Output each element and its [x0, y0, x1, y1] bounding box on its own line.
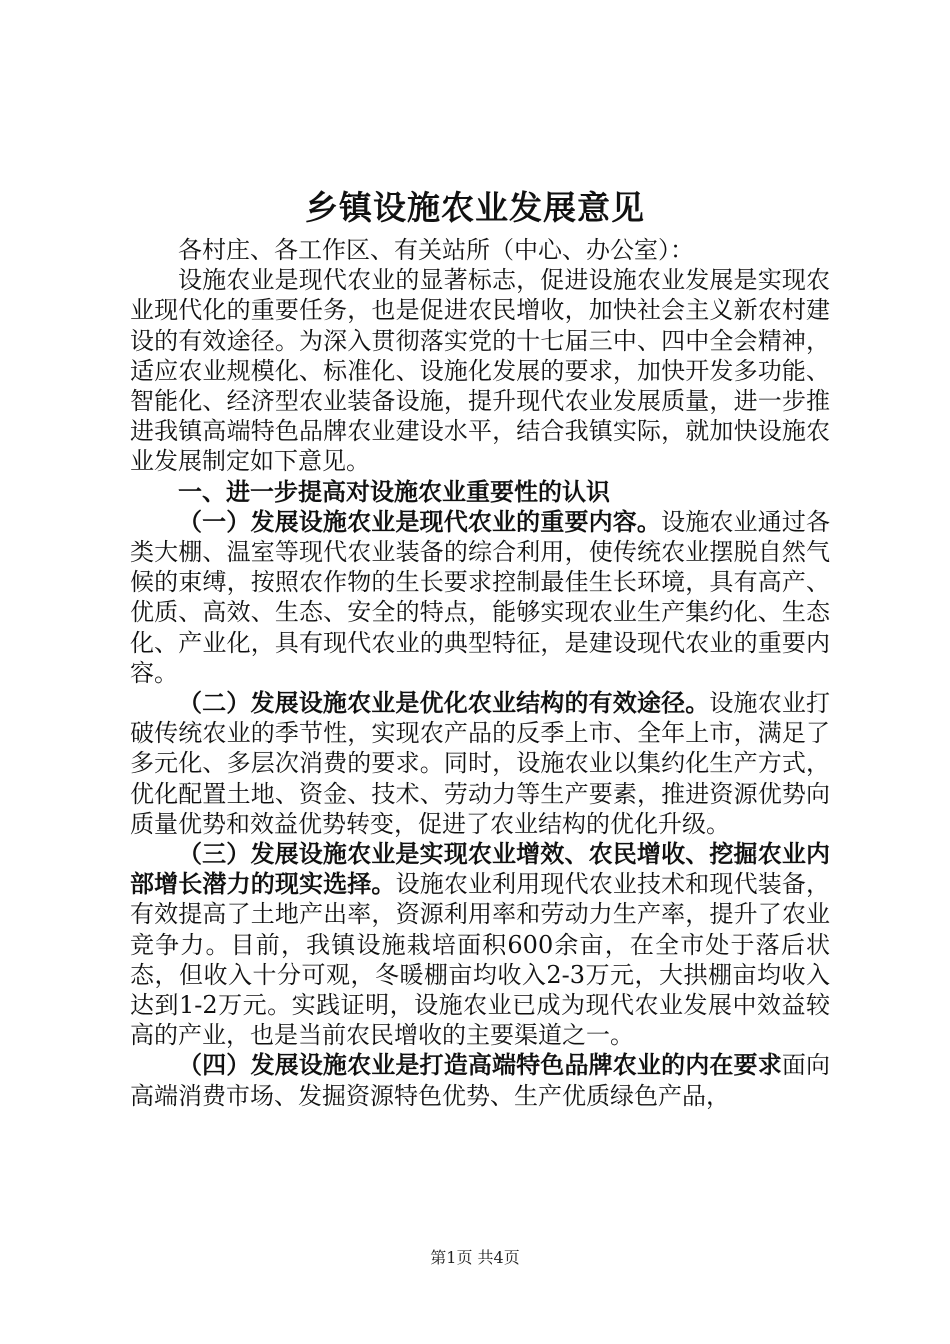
item-paragraph-4 [130, 1050, 830, 1110]
addressee-line: 各村庄、各工作区、有关站所（中心、办公室）： [178, 236, 694, 264]
item-lead-1: （一）发展设施农业是现代农业的重要内容。 [178, 507, 662, 536]
section-heading-1: 一、进一步提高对设施农业重要性的认识 [178, 477, 610, 506]
item-paragraph-2 [130, 688, 830, 839]
item-text-4: 面向高端消费市场、发掘资源特色优势、生产优质绿色产品， [130, 1051, 831, 1110]
item-paragraph-3 [130, 839, 830, 1050]
item-lead-3: （三）发展设施农业是实现农业增效、农民增收、挖掘农业内部增长潜力的现实选择。 [130, 840, 830, 899]
item-text-3: 设施农业利用现代农业技术和现代装备，有效提高了土地产出率，资源利用率和劳动力生产率，提升了农业竞争力。目前，我镇设施栽培面积600余亩，在全市处于落后状态，但收入十分可观，冬暖棚亩均收入2-3万元，大拱棚亩均收入达到1-2万元。实践证明，设施农业已成为现代农业发展中效益较高的产业，也是当前农民增收的主要渠道之一。 [130, 870, 831, 1050]
item-text-2: 设施农业打破传统农业的季节性，实现农产品的反季上市、全年上市，满足了多元化、多层次消费的要求。同时，设施农业以集约化生产方式，优化配置土地、资金、技术、劳动力等生产要素，推进资源优势向质量优势和效益优势转变，促进了农业结构的优化升级。 [130, 689, 831, 838]
document-body [130, 235, 830, 1111]
item-text-1: 设施农业通过各类大棚、温室等现代农业装备的综合利用，使传统农业摆脱自然气候的束缚，按照农作物的生长要求控制最佳生长环境，具有高产、优质、高效、生态、安全的特点，能够实现农业生产集约化、生态化、产业化，具有现代农业的典型特征，是建设现代农业的重要内容。 [130, 507, 831, 687]
page-number-footer: 第1页 共4页 [430, 1248, 520, 1267]
item-paragraph-1 [130, 507, 830, 688]
document-title: 乡镇设施农业发展意见 [305, 188, 645, 227]
item-lead-2: （二）发展设施农业是优化农业结构的有效途径。 [178, 689, 710, 718]
intro-paragraph: 设施农业是现代农业的显著标志，促进设施农业发展是实现农业现代化的重要任务，也是促进农民增收，加快社会主义新农村建设的有效途径。为深入贯彻落实党的十七届三中、四中全会精神，适应农业规模化、标准化、设施化发展的要求，加快开发多功能、智能化、经济型农业装备设施，提升现代农业发展质量，进一步推进我镇高端特色品牌农业建设水平，结合我镇实际，就加快设施农业发展制定如下意见。 [130, 266, 830, 476]
item-lead-4: （四）发展设施农业是打造高端特色品牌农业的内在要求 [178, 1051, 782, 1080]
